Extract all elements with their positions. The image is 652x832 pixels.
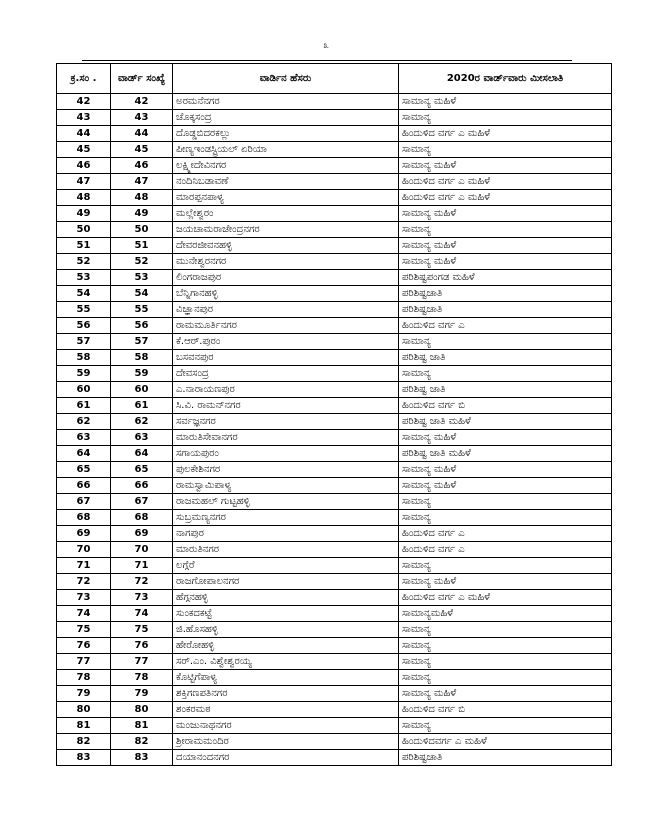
ward-name-cell: ಚೊಕ್ಕಸಂದ್ರ bbox=[173, 110, 399, 126]
ward-name-cell: ಪುಲಕೇಶಿನಗರ bbox=[173, 462, 399, 478]
reservation-category-cell: ಸಾಮಾನ್ಯ bbox=[399, 366, 612, 382]
reservation-category-cell: ಸಾಮಾನ್ಯ bbox=[399, 718, 612, 734]
table-row bbox=[57, 110, 612, 126]
ward-number-cell: 79 bbox=[111, 686, 173, 702]
ward-name-cell: ನಾಗಪುರ bbox=[173, 526, 399, 542]
serial-number-cell: 67 bbox=[57, 494, 111, 510]
table-body bbox=[57, 94, 612, 766]
serial-number-cell: 77 bbox=[57, 654, 111, 670]
ward-name-cell: ಮಾರುತಿನಗರ bbox=[173, 542, 399, 558]
serial-number-cell: 55 bbox=[57, 302, 111, 318]
table-row bbox=[57, 222, 612, 238]
reservation-category-cell: ಸಾಮಾನ್ಯ ಮಹಿಳೆ bbox=[399, 574, 612, 590]
table-row bbox=[57, 478, 612, 494]
table-row bbox=[57, 510, 612, 526]
ward-number-cell: 67 bbox=[111, 494, 173, 510]
ward-number-cell: 61 bbox=[111, 398, 173, 414]
serial-number-cell: 66 bbox=[57, 478, 111, 494]
ward-name-cell: ಬಸವನಪುರ bbox=[173, 350, 399, 366]
table-row bbox=[57, 270, 612, 286]
reservation-category-cell: ಸಾಮಾನ್ಯ bbox=[399, 622, 612, 638]
table-row bbox=[57, 734, 612, 750]
header-serial-number: ಕ್ರ.ಸಂ . bbox=[57, 64, 111, 94]
ward-name-cell: ಲಕ್ಷ್ಮೀದೇವಿನಗರ bbox=[173, 158, 399, 174]
ward-number-cell: 58 bbox=[111, 350, 173, 366]
header-ward-number: ವಾರ್ಡ್ ಸಂಖ್ಯೆ bbox=[111, 64, 173, 94]
ward-number-cell: 68 bbox=[111, 510, 173, 526]
table-row bbox=[57, 142, 612, 158]
ward-number-cell: 48 bbox=[111, 190, 173, 206]
reservation-category-cell: ಸಾಮಾನ್ಯ bbox=[399, 510, 612, 526]
ward-number-cell: 75 bbox=[111, 622, 173, 638]
table-row bbox=[57, 446, 612, 462]
serial-number-cell: 59 bbox=[57, 366, 111, 382]
ward-name-cell: ಬೆನ್ನಿಗಾನಹಳ್ಳಿ bbox=[173, 286, 399, 302]
serial-number-cell: 49 bbox=[57, 206, 111, 222]
ward-number-cell: 63 bbox=[111, 430, 173, 446]
serial-number-cell: 71 bbox=[57, 558, 111, 574]
serial-number-cell: 62 bbox=[57, 414, 111, 430]
ward-name-cell: ದೊಡ್ಡಬಿದರಕಲ್ಲು bbox=[173, 126, 399, 142]
ward-number-cell: 44 bbox=[111, 126, 173, 142]
ward-name-cell: ಕೊಟ್ಟಿಗೆಪಾಳ್ಯ bbox=[173, 670, 399, 686]
serial-number-cell: 47 bbox=[57, 174, 111, 190]
serial-number-cell: 58 bbox=[57, 350, 111, 366]
serial-number-cell: 44 bbox=[57, 126, 111, 142]
table-row bbox=[57, 430, 612, 446]
ward-number-cell: 81 bbox=[111, 718, 173, 734]
ward-name-cell: ಸಗಾಯಪುರಂ bbox=[173, 446, 399, 462]
ward-name-cell: ಹೇರೋಹಳ್ಳಿ bbox=[173, 638, 399, 654]
ward-number-cell: 77 bbox=[111, 654, 173, 670]
ward-number-cell: 51 bbox=[111, 238, 173, 254]
serial-number-cell: 50 bbox=[57, 222, 111, 238]
ward-number-cell: 57 bbox=[111, 334, 173, 350]
serial-number-cell: 79 bbox=[57, 686, 111, 702]
serial-number-cell: 65 bbox=[57, 462, 111, 478]
ward-name-cell: ಸರ್.ಎಂ. ವಿಶ್ವೇಶ್ವರಯ್ಯ bbox=[173, 654, 399, 670]
ward-name-cell: ಶಂಕರಮಠ bbox=[173, 702, 399, 718]
serial-number-cell: 60 bbox=[57, 382, 111, 398]
table-row bbox=[57, 526, 612, 542]
reservation-category-cell: ಸಾಮಾನ್ಯ bbox=[399, 142, 612, 158]
header-rule bbox=[82, 60, 572, 61]
reservation-category-cell: ಸಾಮಾನ್ಯ ಮಹಿಳೆ bbox=[399, 430, 612, 446]
serial-number-cell: 45 bbox=[57, 142, 111, 158]
reservation-category-cell: ಸಾಮಾನ್ಯ bbox=[399, 494, 612, 510]
table-row bbox=[57, 398, 612, 414]
table-header-row bbox=[57, 64, 612, 94]
ward-name-cell: ಜಯಚಾಮರಾಜೇಂದ್ರನಗರ bbox=[173, 222, 399, 238]
ward-number-cell: 46 bbox=[111, 158, 173, 174]
reservation-category-cell: ಹಿಂದುಳಿದ ವರ್ಗ ಎ bbox=[399, 318, 612, 334]
reservation-category-cell: ಹಿಂದುಳಿದ ವರ್ಗ ಬಿ bbox=[399, 398, 612, 414]
ward-name-cell: ಪೀಣ್ಯಇಂಡಸ್ಟ್ರಿಯಲ್ ಏರಿಯಾ bbox=[173, 142, 399, 158]
table-row bbox=[57, 606, 612, 622]
reservation-category-cell: ಪರಿಶಿಷ್ಟಪಂಗಡ ಮಹಿಳೆ bbox=[399, 270, 612, 286]
serial-number-cell: 57 bbox=[57, 334, 111, 350]
ward-name-cell: ಜಿ.ಹೊಸಹಳ್ಳಿ bbox=[173, 622, 399, 638]
ward-number-cell: 70 bbox=[111, 542, 173, 558]
serial-number-cell: 73 bbox=[57, 590, 111, 606]
ward-number-cell: 73 bbox=[111, 590, 173, 606]
ward-name-cell: ದಯಾನಂದನಗರ bbox=[173, 750, 399, 766]
table-row bbox=[57, 318, 612, 334]
ward-name-cell: ಮಾರುತಿಸೇವಾನಗರ bbox=[173, 430, 399, 446]
table-row bbox=[57, 638, 612, 654]
reservation-category-cell: ಸಾಮಾನ್ಯ bbox=[399, 334, 612, 350]
serial-number-cell: 52 bbox=[57, 254, 111, 270]
serial-number-cell: 61 bbox=[57, 398, 111, 414]
serial-number-cell: 70 bbox=[57, 542, 111, 558]
reservation-category-cell: ಹಿಂದುಳಿದ ವರ್ಗ ಎ bbox=[399, 526, 612, 542]
ward-name-cell: ಅರಮನೆನಗರ bbox=[173, 94, 399, 110]
ward-name-cell: ರಾಜಗೋಪಾಲನಗರ bbox=[173, 574, 399, 590]
ward-name-cell: ರಾಜಮಹಲ್ ಗುಟ್ಟಹಳ್ಳಿ bbox=[173, 494, 399, 510]
ward-name-cell: ದೇವಸಂದ್ರ bbox=[173, 366, 399, 382]
table-row bbox=[57, 622, 612, 638]
table-row bbox=[57, 414, 612, 430]
ward-name-cell: ಲಗ್ಗೆರೆ bbox=[173, 558, 399, 574]
ward-name-cell: ಲಿಂಗರಾಜಪುರ bbox=[173, 270, 399, 286]
ward-name-cell: ರಾಮಸ್ವಾಮಿಪಾಳ್ಯ bbox=[173, 478, 399, 494]
serial-number-cell: 53 bbox=[57, 270, 111, 286]
ward-number-cell: 65 bbox=[111, 462, 173, 478]
serial-number-cell: 54 bbox=[57, 286, 111, 302]
serial-number-cell: 76 bbox=[57, 638, 111, 654]
table-row bbox=[57, 654, 612, 670]
reservation-category-cell: ಪರಿಶಿಷ್ಟ ಜಾತಿ bbox=[399, 350, 612, 366]
ward-name-cell: ಎ.ನಾರಾಯಣಪುರ bbox=[173, 382, 399, 398]
ward-number-cell: 52 bbox=[111, 254, 173, 270]
ward-name-cell: ಸುಂಕದಕಟ್ಟೆ bbox=[173, 606, 399, 622]
reservation-category-cell: ಸಾಮಾನ್ಯ ಮಹಿಳೆ bbox=[399, 462, 612, 478]
ward-number-cell: 43 bbox=[111, 110, 173, 126]
reservation-category-cell: ಸಾಮಾನ್ಯ bbox=[399, 558, 612, 574]
reservation-category-cell: ಪರಿಶಿಷ್ಟಜಾತಿ bbox=[399, 286, 612, 302]
ward-number-cell: 55 bbox=[111, 302, 173, 318]
ward-name-cell: ಮಂಜುನಾಥನಗರ bbox=[173, 718, 399, 734]
ward-number-cell: 62 bbox=[111, 414, 173, 430]
reservation-category-cell: ಪರಿಶಿಷ್ಟ ಜಾತಿ ಮಹಿಳೆ bbox=[399, 446, 612, 462]
reservation-category-cell: ಸಾಮಾನ್ಯ ಮಹಿಳೆ bbox=[399, 158, 612, 174]
serial-number-cell: 78 bbox=[57, 670, 111, 686]
ward-number-cell: 54 bbox=[111, 286, 173, 302]
ward-number-cell: 74 bbox=[111, 606, 173, 622]
serial-number-cell: 56 bbox=[57, 318, 111, 334]
serial-number-cell: 74 bbox=[57, 606, 111, 622]
table-row bbox=[57, 190, 612, 206]
serial-number-cell: 68 bbox=[57, 510, 111, 526]
table-row bbox=[57, 158, 612, 174]
serial-number-cell: 81 bbox=[57, 718, 111, 734]
table-row bbox=[57, 542, 612, 558]
ward-name-cell: ಮುನೇಶ್ವರನಗರ bbox=[173, 254, 399, 270]
reservation-category-cell: ಸಾಮಾನ್ಯ ಮಹಿಳೆ bbox=[399, 478, 612, 494]
ward-number-cell: 50 bbox=[111, 222, 173, 238]
reservation-category-cell: ಹಿಂದುಳಿದವರ್ಗ ಎ ಮಹಿಳೆ bbox=[399, 734, 612, 750]
ward-name-cell: ಕೆ.ಆರ್.ಪುರಂ bbox=[173, 334, 399, 350]
reservation-category-cell: ಸಾಮಾನ್ಯಮಹಿಳೆ bbox=[399, 606, 612, 622]
ward-number-cell: 78 bbox=[111, 670, 173, 686]
reservation-category-cell: ಸಾಮಾನ್ಯ bbox=[399, 222, 612, 238]
reservation-category-cell: ಹಿಂದುಳಿದ ವರ್ಗ ಎ bbox=[399, 542, 612, 558]
ward-number-cell: 64 bbox=[111, 446, 173, 462]
reservation-category-cell: ಸಾಮಾನ್ಯ ಮಹಿಳೆ bbox=[399, 254, 612, 270]
ward-number-cell: 53 bbox=[111, 270, 173, 286]
table-row bbox=[57, 206, 612, 222]
page-number: ೩ bbox=[323, 40, 329, 51]
table-row bbox=[57, 334, 612, 350]
header-reservation-category: 2020ರ ವಾರ್ಡ್‌ವಾರು ಮೀಸಲಾತಿ bbox=[399, 64, 612, 94]
table-row bbox=[57, 174, 612, 190]
ward-reservation-table bbox=[56, 63, 612, 766]
serial-number-cell: 63 bbox=[57, 430, 111, 446]
ward-number-cell: 60 bbox=[111, 382, 173, 398]
ward-name-cell: ದೇವರಜೀವನಹಳ್ಳಿ bbox=[173, 238, 399, 254]
ward-number-cell: 42 bbox=[111, 94, 173, 110]
table-row bbox=[57, 238, 612, 254]
ward-number-cell: 66 bbox=[111, 478, 173, 494]
serial-number-cell: 69 bbox=[57, 526, 111, 542]
ward-number-cell: 49 bbox=[111, 206, 173, 222]
reservation-category-cell: ಹಿಂದುಳಿದ ವರ್ಗ ಎ ಮಹಿಳೆ bbox=[399, 190, 612, 206]
ward-number-cell: 69 bbox=[111, 526, 173, 542]
ward-number-cell: 71 bbox=[111, 558, 173, 574]
reservation-category-cell: ಸಾಮಾನ್ಯ ಮಹಿಳೆ bbox=[399, 238, 612, 254]
ward-name-cell: ನಂದಿನಿಬಡಾವಣೆ bbox=[173, 174, 399, 190]
serial-number-cell: 51 bbox=[57, 238, 111, 254]
ward-name-cell: ಶ್ರೀರಾಮಮಂದಿರ bbox=[173, 734, 399, 750]
table-row bbox=[57, 558, 612, 574]
table-row bbox=[57, 350, 612, 366]
reservation-category-cell: ಪರಿಶಿಷ್ಟಜಾತಿ bbox=[399, 302, 612, 318]
reservation-category-cell: ಪರಿಶಿಷ್ಟ ಜಾತಿ bbox=[399, 382, 612, 398]
serial-number-cell: 43 bbox=[57, 110, 111, 126]
ward-name-cell: ಹೆಗ್ಗನಹಳ್ಳಿ bbox=[173, 590, 399, 606]
reservation-category-cell: ಸಾಮಾನ್ಯ bbox=[399, 638, 612, 654]
ward-number-cell: 59 bbox=[111, 366, 173, 382]
reservation-category-cell: ಸಾಮಾನ್ಯ bbox=[399, 654, 612, 670]
header-ward-name: ವಾರ್ಡಿನ ಹೆಸರು bbox=[173, 64, 399, 94]
reservation-category-cell: ಹಿಂದುಳಿದ ವರ್ಗ ಎ ಮಹಿಳೆ bbox=[399, 126, 612, 142]
reservation-category-cell: ಪರಿಶಿಷ್ಟ ಜಾತಿ ಮಹಿಳೆ bbox=[399, 414, 612, 430]
serial-number-cell: 75 bbox=[57, 622, 111, 638]
ward-name-cell: ವಿಜ್ಞಾನಪುರ bbox=[173, 302, 399, 318]
table-row bbox=[57, 254, 612, 270]
serial-number-cell: 46 bbox=[57, 158, 111, 174]
table-row bbox=[57, 286, 612, 302]
reservation-category-cell: ಸಾಮಾನ್ಯ bbox=[399, 110, 612, 126]
serial-number-cell: 48 bbox=[57, 190, 111, 206]
ward-number-cell: 82 bbox=[111, 734, 173, 750]
serial-number-cell: 83 bbox=[57, 750, 111, 766]
table-row bbox=[57, 302, 612, 318]
reservation-category-cell: ಸಾಮಾನ್ಯ bbox=[399, 670, 612, 686]
serial-number-cell: 72 bbox=[57, 574, 111, 590]
ward-name-cell: ಸರ್ವಜ್ಞನಗರ bbox=[173, 414, 399, 430]
table-row bbox=[57, 718, 612, 734]
ward-name-cell: ಮಾರಪ್ಪನಪಾಳ್ಯ bbox=[173, 190, 399, 206]
table-row bbox=[57, 670, 612, 686]
ward-number-cell: 80 bbox=[111, 702, 173, 718]
ward-name-cell: ಮಲ್ಲೇಶ್ವರಂ bbox=[173, 206, 399, 222]
reservation-category-cell: ಪರಿಶಿಷ್ಟಜಾತಿ bbox=[399, 750, 612, 766]
ward-number-cell: 72 bbox=[111, 574, 173, 590]
table-row bbox=[57, 574, 612, 590]
reservation-category-cell: ಹಿಂದುಳಿದ ವರ್ಗ ಎ ಮಹಿಳೆ bbox=[399, 590, 612, 606]
reservation-category-cell: ಹಿಂದುಳಿದ ವರ್ಗ ಬಿ bbox=[399, 702, 612, 718]
ward-name-cell: ಸಿ.ವಿ. ರಾಮನ್‌ನಗರ bbox=[173, 398, 399, 414]
ward-number-cell: 45 bbox=[111, 142, 173, 158]
serial-number-cell: 64 bbox=[57, 446, 111, 462]
table-row bbox=[57, 382, 612, 398]
table-row bbox=[57, 686, 612, 702]
reservation-category-cell: ಸಾಮಾನ್ಯ ಮಹಿಳೆ bbox=[399, 94, 612, 110]
ward-number-cell: 83 bbox=[111, 750, 173, 766]
ward-number-cell: 56 bbox=[111, 318, 173, 334]
table-row bbox=[57, 750, 612, 766]
ward-name-cell: ಶಕ್ತಿಗಣಪತಿನಗರ bbox=[173, 686, 399, 702]
reservation-category-cell: ಸಾಮಾನ್ಯ ಮಹಿಳೆ bbox=[399, 686, 612, 702]
table-row bbox=[57, 702, 612, 718]
table-row bbox=[57, 94, 612, 110]
serial-number-cell: 80 bbox=[57, 702, 111, 718]
table-row bbox=[57, 366, 612, 382]
table-row bbox=[57, 590, 612, 606]
serial-number-cell: 82 bbox=[57, 734, 111, 750]
table-row bbox=[57, 462, 612, 478]
reservation-category-cell: ಹಿಂದುಳಿದ ವರ್ಗ ಎ ಮಹಿಳೆ bbox=[399, 174, 612, 190]
table-row bbox=[57, 494, 612, 510]
serial-number-cell: 42 bbox=[57, 94, 111, 110]
ward-number-cell: 47 bbox=[111, 174, 173, 190]
table-row bbox=[57, 126, 612, 142]
ward-name-cell: ಸುಬ್ರಮಣ್ಯನಗರ bbox=[173, 510, 399, 526]
ward-number-cell: 76 bbox=[111, 638, 173, 654]
ward-name-cell: ರಾಮಮೂರ್ತಿನಗರ bbox=[173, 318, 399, 334]
reservation-category-cell: ಸಾಮಾನ್ಯ ಮಹಿಳೆ bbox=[399, 206, 612, 222]
